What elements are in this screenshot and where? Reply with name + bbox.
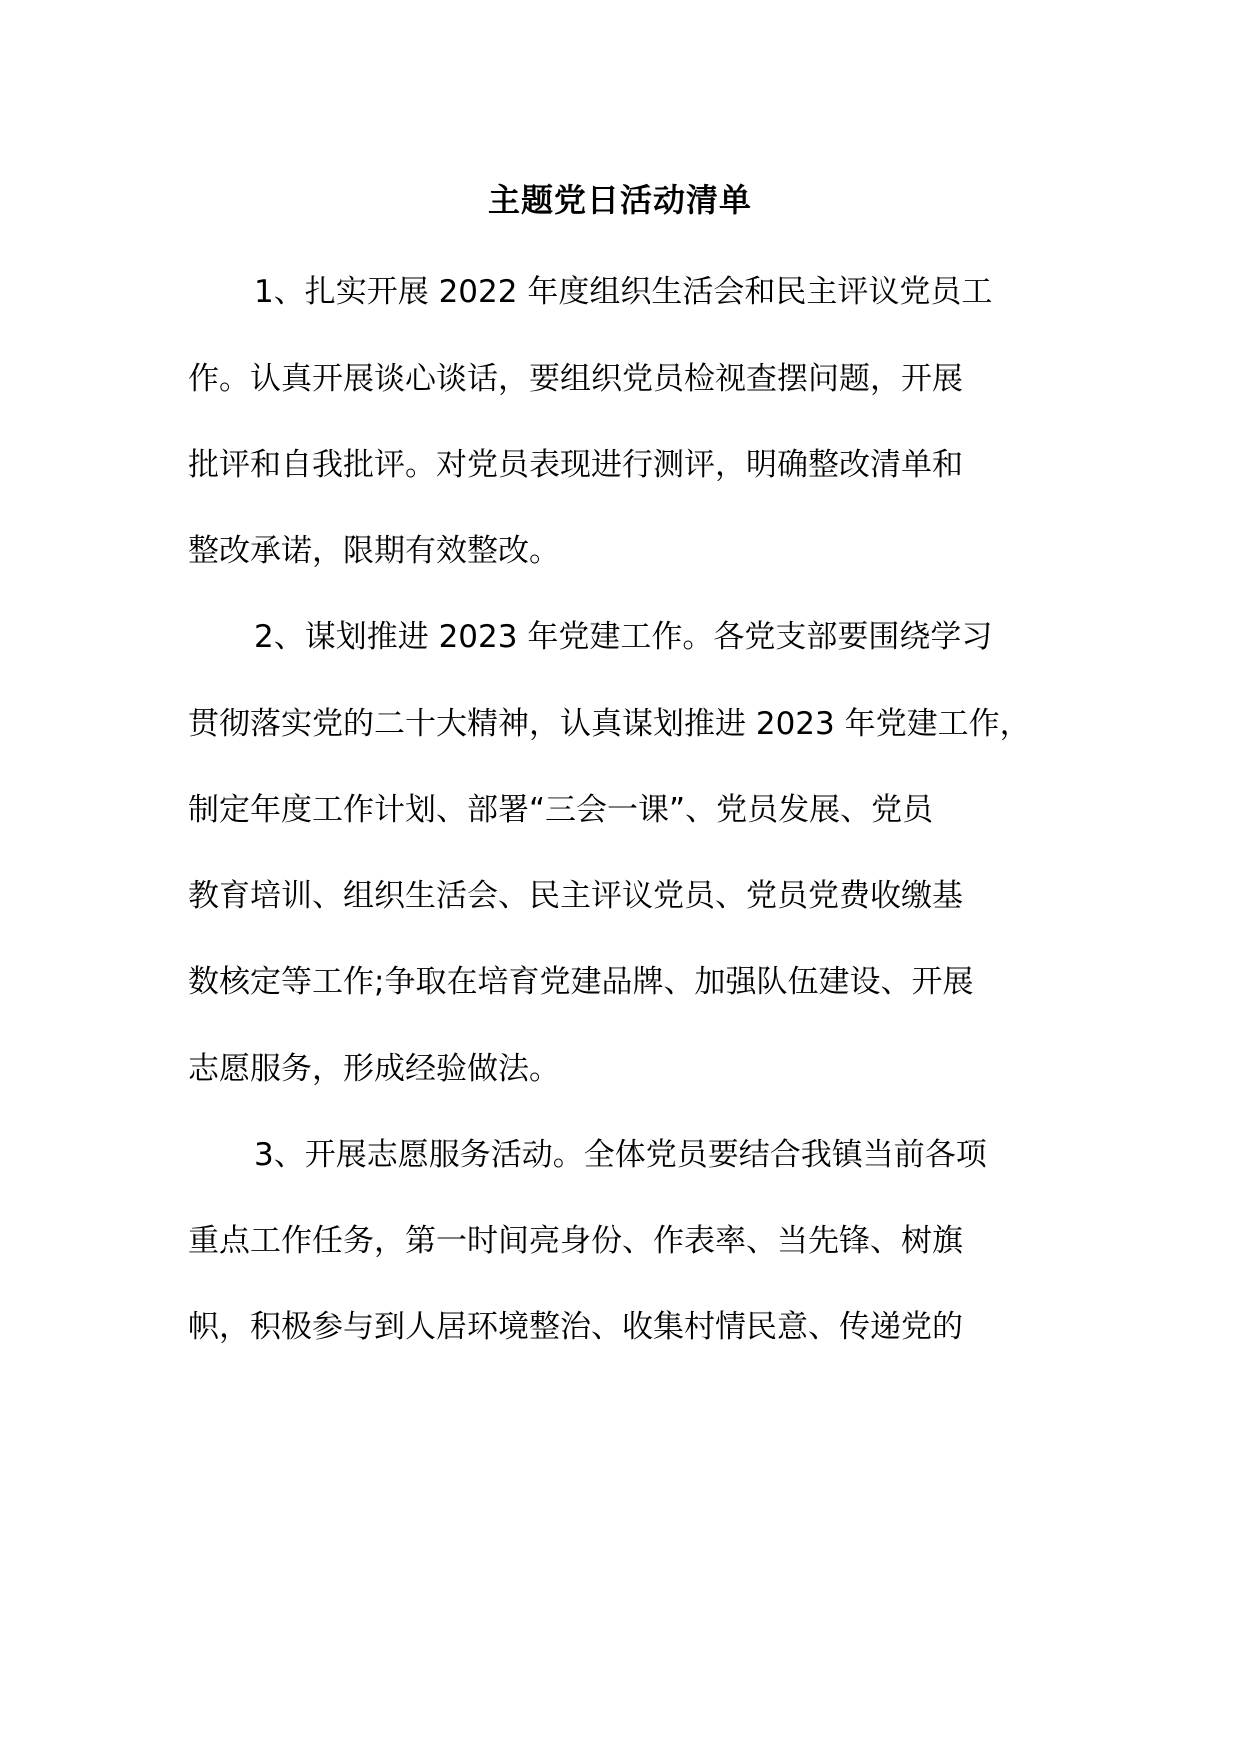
paragraph-2-line-4: 教育培训、组织生活会、民主评议党员、党员党费收缴基 — [188, 878, 963, 914]
document-title: 主题党日活动清单 — [487, 181, 752, 219]
paragraph-1-line-3: 批评和自我批评。对党员表现进行测评，明确整改清单和 — [188, 447, 963, 483]
paragraph-1-line-4: 整改承诺，限期有效整改。 — [188, 533, 560, 569]
paragraph-1-line-1: 1、扎实开展 2022 年度组织生活会和民主评议党员工 — [254, 274, 993, 310]
paragraph-1-line-2: 作。认真开展谈心谈话，要组织党员检视查摆问题，开展 — [188, 361, 963, 397]
paragraph-2-line-5: 数核定等工作;争取在培育党建品牌、加强队伍建设、开展 — [188, 964, 974, 1000]
paragraph-2-line-1: 2、谋划推进 2023 年党建工作。各党支部要围绕学习 — [254, 619, 993, 655]
paragraph-3-line-3: 帜，积极参与到人居环境整治、收集村情民意、传递党的 — [188, 1309, 963, 1345]
paragraph-2-line-2: 贯彻落实党的二十大精神，认真谋划推进 2023 年党建工作， — [188, 706, 1031, 742]
paragraph-2-line-3: 制定年度工作计划、部署“三会一课”、党员发展、党员 — [188, 792, 934, 828]
paragraph-3-line-2: 重点工作任务，第一时间亮身份、作表率、当先锋、树旗 — [188, 1223, 963, 1259]
paragraph-3-line-1: 3、开展志愿服务活动。全体党员要结合我镇当前各项 — [254, 1137, 987, 1173]
paragraph-2-line-6: 志愿服务，形成经验做法。 — [188, 1051, 560, 1087]
